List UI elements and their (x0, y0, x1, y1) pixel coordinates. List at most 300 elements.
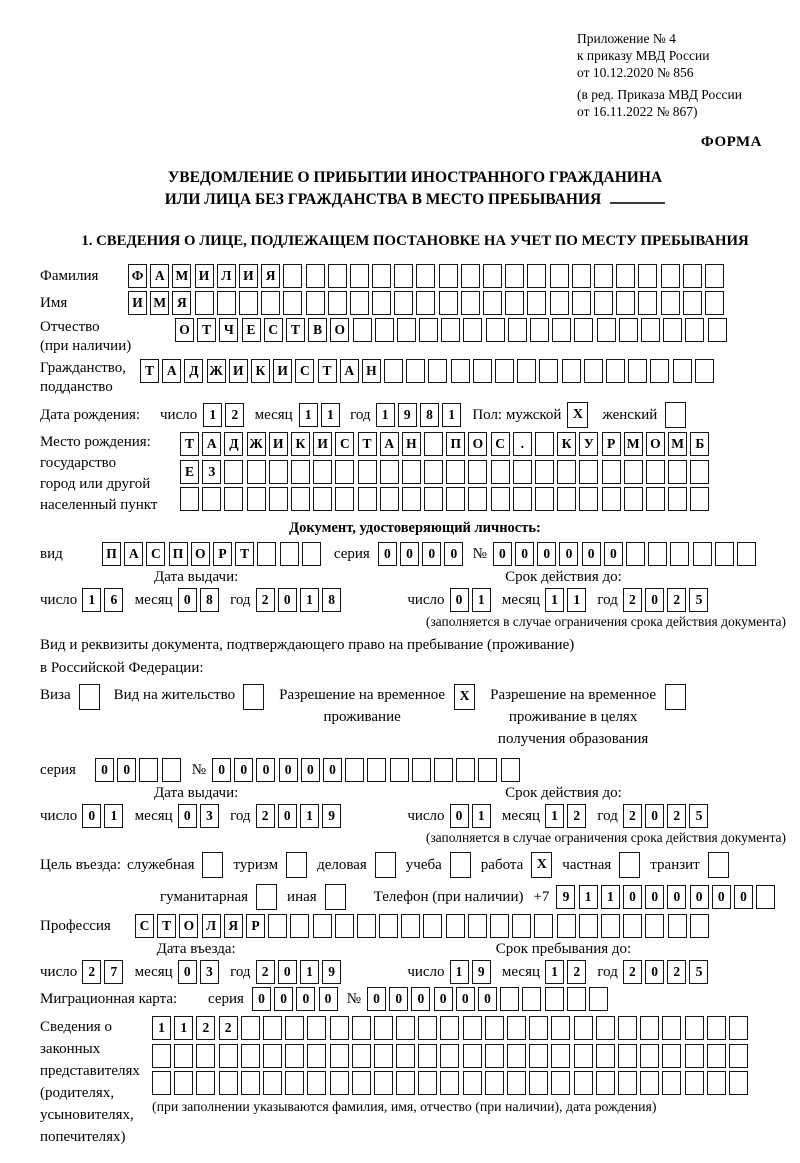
char-cell: 0 (444, 542, 463, 566)
identity-doc-kind-cells (102, 542, 324, 566)
birth-place-row3 (180, 487, 713, 511)
char-cell (352, 1016, 371, 1040)
char-cell (535, 432, 554, 456)
representatives-row2 (152, 1044, 751, 1068)
char-cell (418, 1071, 437, 1095)
char-cell: П (169, 542, 188, 566)
month-label: месяц (134, 807, 173, 824)
stay-until-month (545, 960, 589, 984)
citizenship-label-line2: подданство (40, 379, 113, 395)
char-cell (619, 318, 638, 342)
stay-issue-heading: Дата выдачи: (154, 785, 239, 801)
char-cell: С (335, 432, 354, 456)
char-cell: А (202, 432, 221, 456)
char-cell (152, 1071, 171, 1095)
char-cell (283, 291, 302, 315)
char-cell: И (239, 264, 258, 288)
year-label: год (230, 807, 251, 824)
char-cell (285, 1071, 304, 1095)
surname-label: Фамилия (40, 267, 99, 284)
char-cell: 0 (378, 542, 397, 566)
birth-place-label-line4: населенный пункт (40, 497, 158, 513)
entry-date-group (40, 941, 352, 984)
char-cell (618, 1071, 637, 1095)
char-cell (162, 758, 181, 782)
char-cell: 0 (690, 885, 709, 909)
char-cell (440, 1016, 459, 1040)
profession-row (40, 914, 790, 938)
option-visa (40, 684, 100, 710)
char-cell: 1 (203, 403, 222, 427)
char-cell: 0 (623, 885, 642, 909)
char-cell (729, 1071, 748, 1095)
char-cell: Т (140, 359, 159, 383)
char-cell: А (124, 542, 143, 566)
char-cell (394, 291, 413, 315)
char-cell: 1 (104, 804, 123, 828)
char-cell (579, 487, 598, 511)
birth-place-row2 (180, 460, 713, 484)
char-cell (257, 542, 276, 566)
month-label: месяц (501, 591, 541, 608)
char-cell (661, 264, 680, 288)
char-cell (690, 487, 709, 511)
char-cell: 3 (200, 804, 219, 828)
char-cell (345, 758, 364, 782)
char-cell: 7 (104, 960, 123, 984)
char-cell (285, 1044, 304, 1068)
migration-card-series-label: серия (208, 990, 244, 1007)
char-cell (397, 318, 416, 342)
char-cell (551, 1071, 570, 1095)
char-cell (384, 359, 403, 383)
char-cell (645, 914, 664, 938)
char-cell (650, 359, 669, 383)
char-cell (527, 264, 546, 288)
char-cell (268, 914, 287, 938)
char-cell: 1 (545, 804, 564, 828)
identity-issue-day (82, 588, 126, 612)
char-cell (280, 542, 299, 566)
char-cell (641, 318, 660, 342)
patronymic-label (40, 318, 175, 356)
purpose-transit-label: транзит (650, 857, 700, 873)
char-cell: Н (402, 432, 421, 456)
char-cell (372, 291, 391, 315)
surname-cells (128, 264, 727, 288)
char-cell: С (135, 914, 154, 938)
char-cell (380, 460, 399, 484)
day-label: число (407, 807, 445, 824)
sex-female-checkbox (665, 402, 686, 428)
char-cell (307, 1071, 326, 1095)
stay-expiry-day (450, 804, 494, 828)
char-cell: 0 (667, 885, 686, 909)
char-cell: 0 (712, 885, 731, 909)
char-cell: 0 (178, 588, 197, 612)
entry-day (82, 960, 126, 984)
char-cell (402, 487, 421, 511)
char-cell: О (175, 318, 194, 342)
purpose-official-label: служебная (126, 857, 195, 873)
char-cell (729, 1044, 748, 1068)
char-cell (328, 291, 347, 315)
char-cell (628, 359, 647, 383)
char-cell (196, 1044, 215, 1068)
option-temp-residence (278, 684, 475, 728)
purpose-study-checkbox (450, 852, 471, 878)
char-cell (623, 914, 642, 938)
char-cell: 0 (400, 542, 419, 566)
char-cell: Ч (219, 318, 238, 342)
char-cell (439, 264, 458, 288)
char-cell: 0 (278, 804, 297, 828)
char-cell: О (468, 432, 487, 456)
stay-doc-options (40, 684, 790, 750)
purpose-private-checkbox (619, 852, 640, 878)
char-cell: 2 (623, 588, 642, 612)
char-cell: 1 (82, 588, 101, 612)
identity-expiry-group (407, 569, 719, 612)
char-cell: 1 (321, 403, 340, 427)
phone-prefix: +7 (533, 888, 550, 905)
identity-doc-number-label: № (472, 545, 487, 562)
char-cell (446, 914, 465, 938)
day-label: число (407, 591, 445, 608)
char-cell: 2 (256, 960, 275, 984)
char-cell: 0 (645, 588, 664, 612)
char-cell: 1 (300, 588, 319, 612)
month-label: месяц (254, 406, 293, 423)
char-cell: 0 (515, 542, 534, 566)
char-cell: 1 (472, 588, 491, 612)
stay-doc-number-cells (212, 758, 523, 782)
char-cell (350, 291, 369, 315)
patronymic-row (40, 318, 790, 356)
char-cell (263, 1071, 282, 1095)
char-cell: 0 (252, 987, 271, 1011)
option-temp-residence-education-checkbox (665, 684, 686, 710)
birth-year-cells (376, 403, 465, 427)
char-cell (668, 914, 687, 938)
char-cell: Т (197, 318, 216, 342)
birth-place-label-line2: государство (40, 455, 117, 471)
char-cell (416, 264, 435, 288)
char-cell (306, 291, 325, 315)
char-cell: 1 (601, 885, 620, 909)
char-cell (379, 914, 398, 938)
char-cell (241, 1016, 260, 1040)
purpose-business-label: деловая (317, 857, 367, 873)
stay-expiry-year (623, 804, 712, 828)
char-cell (640, 1044, 659, 1068)
stay-expiry-month (545, 804, 589, 828)
char-cell: 2 (256, 804, 275, 828)
char-cell (374, 1071, 393, 1095)
char-cell: О (646, 432, 665, 456)
char-cell (491, 460, 510, 484)
surname-row (40, 264, 790, 288)
char-cell: Т (235, 542, 254, 566)
char-cell (424, 460, 443, 484)
char-cell (307, 1016, 326, 1040)
char-cell: М (668, 432, 687, 456)
stay-issue-month (178, 804, 222, 828)
purpose-private (562, 852, 640, 878)
char-cell (424, 432, 443, 456)
purpose-humanitarian (160, 884, 277, 910)
birth-place-label (40, 432, 180, 516)
char-cell: Л (217, 264, 236, 288)
char-cell: О (191, 542, 210, 566)
birth-place-rows (180, 432, 713, 515)
char-cell: 9 (472, 960, 491, 984)
representatives-label-line2: законных (40, 1041, 101, 1057)
char-cell (396, 1071, 415, 1095)
char-cell (428, 359, 447, 383)
char-cell (596, 1071, 615, 1095)
representatives-label-line3: представителях (40, 1063, 140, 1079)
char-cell: 0 (434, 987, 453, 1011)
option-residence-permit-checkbox (243, 684, 264, 710)
char-cell: 1 (376, 403, 395, 427)
char-cell (486, 318, 505, 342)
char-cell: С (146, 542, 165, 566)
char-cell (646, 487, 665, 511)
birth-month-cells (299, 403, 343, 427)
char-cell: 0 (274, 987, 293, 1011)
char-cell (557, 487, 576, 511)
char-cell (529, 1044, 548, 1068)
birth-place-block (40, 432, 790, 516)
char-cell (152, 1044, 171, 1068)
char-cell (285, 1016, 304, 1040)
char-cell: 0 (279, 758, 298, 782)
identity-doc-series-label: серия (333, 545, 370, 562)
option-temp-residence-education-label: Разрешение на временное проживание в целях получения образования (490, 687, 657, 747)
char-cell: 0 (389, 987, 408, 1011)
char-cell (402, 460, 421, 484)
identity-issue-month (178, 588, 222, 612)
char-cell (352, 1044, 371, 1068)
migration-card-series-cells (252, 987, 341, 1011)
citizenship-label (40, 359, 140, 397)
char-cell: 0 (604, 542, 623, 566)
stay-doc-note: (заполняется в случае ограничения срока действия документа) (425, 830, 786, 845)
char-cell: 3 (200, 960, 219, 984)
char-cell: М (624, 432, 643, 456)
char-cell (446, 487, 465, 511)
identity-doc-kind-row (40, 542, 790, 566)
char-cell (557, 914, 576, 938)
char-cell (302, 542, 321, 566)
char-cell (685, 318, 704, 342)
char-cell (441, 318, 460, 342)
char-cell (597, 318, 616, 342)
char-cell (624, 487, 643, 511)
char-cell (527, 291, 546, 315)
representatives-row3 (152, 1071, 751, 1095)
char-cell: 2 (667, 960, 686, 984)
char-cell (602, 487, 621, 511)
char-cell: Е (242, 318, 261, 342)
stay-expiry-group (407, 785, 719, 828)
given-name-label: Имя (40, 294, 68, 311)
char-cell (335, 914, 354, 938)
char-cell (550, 264, 569, 288)
char-cell: Ж (207, 359, 226, 383)
char-cell (662, 1071, 681, 1095)
char-cell: Ж (247, 432, 266, 456)
char-cell: 6 (104, 588, 123, 612)
char-cell (707, 1016, 726, 1040)
char-cell: 2 (667, 804, 686, 828)
char-cell (624, 460, 643, 484)
char-cell: 2 (219, 1016, 238, 1040)
header-line-2: к приказу МВД России (577, 48, 710, 63)
char-cell (353, 318, 372, 342)
char-cell (505, 291, 524, 315)
char-cell (685, 1044, 704, 1068)
char-cell (640, 1016, 659, 1040)
char-cell: 5 (689, 960, 708, 984)
char-cell: Р (213, 542, 232, 566)
char-cell: 1 (152, 1016, 171, 1040)
char-cell (478, 758, 497, 782)
identity-issue-group (40, 569, 352, 612)
purpose-work-label: работа (480, 857, 524, 873)
char-cell (662, 1044, 681, 1068)
char-cell (485, 1071, 504, 1095)
char-cell (715, 542, 734, 566)
char-cell (618, 1044, 637, 1068)
identity-expiry-month (545, 588, 589, 612)
char-cell (217, 291, 236, 315)
char-cell: П (446, 432, 465, 456)
day-label: число (160, 406, 198, 423)
char-cell (517, 359, 536, 383)
option-residence-permit-label: Вид на жительство (113, 687, 236, 703)
char-cell (690, 914, 709, 938)
char-cell (374, 1044, 393, 1068)
purpose-work-checkbox: X (531, 852, 552, 878)
char-cell (468, 914, 487, 938)
char-cell (683, 264, 702, 288)
patronymic-cells (175, 318, 730, 342)
char-cell: 0 (95, 758, 114, 782)
purpose-private-label: частная (562, 857, 612, 873)
month-label: месяц (501, 807, 541, 824)
char-cell (139, 758, 158, 782)
migration-card-number-label: № (346, 990, 361, 1007)
char-cell (535, 460, 554, 484)
purpose-humanitarian-checkbox (256, 884, 277, 910)
char-cell (501, 758, 520, 782)
char-cell: 1 (300, 960, 319, 984)
char-cell (616, 264, 635, 288)
char-cell (290, 914, 309, 938)
char-cell (513, 487, 532, 511)
char-cell (534, 914, 553, 938)
char-cell: 2 (196, 1016, 215, 1040)
char-cell (529, 1071, 548, 1095)
purpose-humanitarian-label: гуманитарная (160, 889, 249, 905)
char-cell (596, 1016, 615, 1040)
char-cell: 1 (567, 588, 586, 612)
char-cell: О (330, 318, 349, 342)
char-cell (313, 460, 332, 484)
char-cell (224, 460, 243, 484)
char-cell (618, 1016, 637, 1040)
visit-purpose-row1 (40, 852, 790, 878)
month-label: месяц (501, 963, 541, 980)
char-cell (693, 542, 712, 566)
profession-label: Профессия (40, 917, 111, 934)
stay-doc-number-label: № (191, 761, 207, 778)
char-cell (358, 487, 377, 511)
patronymic-label-line2: (при наличии) (40, 338, 132, 354)
char-cell: 1 (579, 885, 598, 909)
char-cell (685, 1016, 704, 1040)
char-cell (646, 460, 665, 484)
char-cell (418, 1016, 437, 1040)
char-cell: 2 (256, 588, 275, 612)
char-cell (468, 460, 487, 484)
option-visa-label: Виза (40, 687, 71, 703)
char-cell: У (579, 432, 598, 456)
char-cell (239, 291, 258, 315)
citizenship-row (40, 359, 790, 397)
char-cell: 0 (367, 987, 386, 1011)
identity-issue-year (256, 588, 345, 612)
form-label: ФОРМА (700, 134, 762, 150)
char-cell (202, 487, 221, 511)
char-cell: Я (224, 914, 243, 938)
char-cell (247, 460, 266, 484)
char-cell (330, 1016, 349, 1040)
char-cell (491, 487, 510, 511)
stay-doc-series-cells (95, 758, 184, 782)
purpose-study-label: учеба (405, 857, 442, 873)
char-cell: 0 (411, 987, 430, 1011)
char-cell: 2 (82, 960, 101, 984)
identity-doc-heading: Документ, удостоверяющий личность: (289, 520, 541, 536)
char-cell: 9 (398, 403, 417, 427)
purpose-official-checkbox (202, 852, 223, 878)
option-temp-residence-label: Разрешение на временное проживание (279, 687, 446, 725)
char-cell (574, 1044, 593, 1068)
char-cell: Д (224, 432, 243, 456)
char-cell: 0 (278, 588, 297, 612)
stay-doc-dates (40, 785, 790, 828)
char-cell (247, 487, 266, 511)
char-cell: 1 (545, 960, 564, 984)
char-cell: 0 (212, 758, 231, 782)
identity-doc-note: (заполняется в случае ограничения срока действия документа) (425, 614, 786, 629)
patronymic-label-line1: Отчество (40, 319, 100, 335)
char-cell (690, 460, 709, 484)
char-cell: И (229, 359, 248, 383)
stay-issue-year (256, 804, 345, 828)
identity-expiry-year (623, 588, 712, 612)
char-cell: 1 (450, 960, 469, 984)
char-cell (263, 1044, 282, 1068)
char-cell (269, 487, 288, 511)
char-cell (307, 1044, 326, 1068)
purpose-transit (650, 852, 728, 878)
purpose-business-checkbox (375, 852, 396, 878)
char-cell (440, 1044, 459, 1068)
